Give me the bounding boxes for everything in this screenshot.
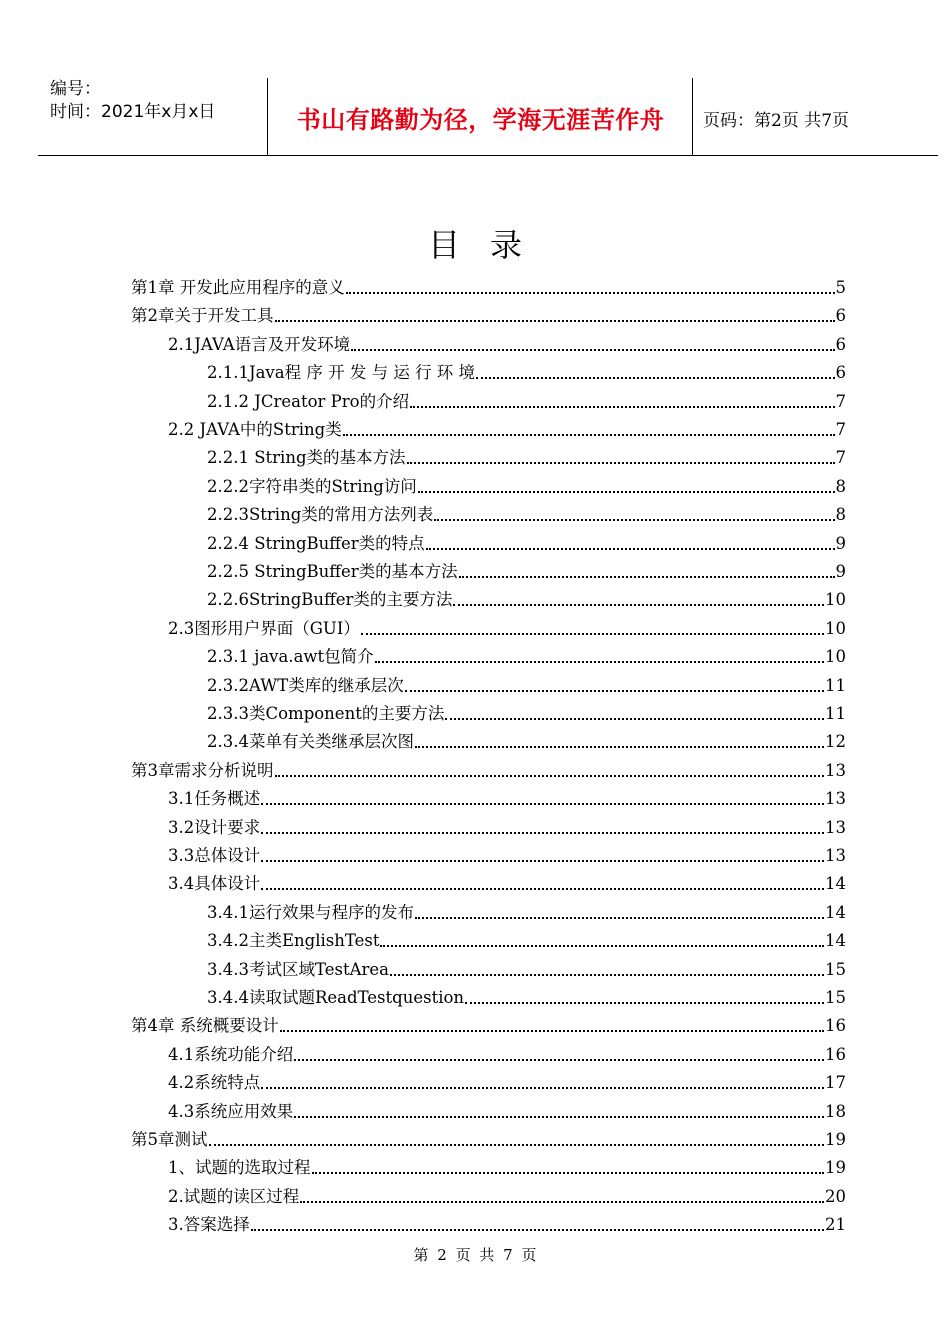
toc-entry[interactable] bbox=[207, 952, 846, 980]
toc-entry-page: 10 bbox=[825, 647, 846, 667]
toc-leader-dots bbox=[418, 491, 835, 493]
header-motto: 书山有路勤为径，学海无涯苦作舟 bbox=[296, 105, 665, 134]
toc-entry[interactable] bbox=[168, 781, 846, 809]
page-header bbox=[38, 78, 938, 156]
toc-entry-page: 8 bbox=[835, 505, 846, 525]
toc-entry-title: 2.3图形用户界面（GUI） bbox=[168, 618, 360, 638]
toc-entry-title: 2.3.3类Component的主要方法 bbox=[207, 704, 445, 723]
document-number-label: 编号： bbox=[50, 79, 101, 99]
toc-entry[interactable] bbox=[168, 412, 846, 440]
toc-entry[interactable] bbox=[168, 1094, 846, 1122]
toc-leader-dots bbox=[280, 1030, 824, 1032]
toc-entry[interactable] bbox=[131, 298, 846, 326]
toc-entry[interactable] bbox=[207, 440, 846, 468]
toc-leader-dots bbox=[434, 519, 834, 521]
toc-entry-title: 2.3.4菜单有关类继承层次图 bbox=[207, 732, 414, 752]
toc-leader-dots bbox=[415, 746, 824, 748]
toc-entry-page: 11 bbox=[825, 704, 846, 723]
toc-leader-dots bbox=[294, 1116, 824, 1118]
toc-entry-page: 19 bbox=[825, 1130, 846, 1149]
toc-entry-title: 3.4.3考试区域TestArea bbox=[207, 959, 389, 979]
toc-entry-page: 13 bbox=[825, 789, 846, 809]
toc-leader-dots bbox=[261, 860, 824, 862]
toc-title: 目录 bbox=[427, 226, 552, 264]
toc-entry[interactable] bbox=[168, 838, 846, 866]
toc-entry-title: 2.1JAVA语言及开发环境 bbox=[168, 334, 351, 354]
toc-entry-title: 第3章需求分析说明 bbox=[131, 760, 274, 780]
toc-entry-page: 17 bbox=[825, 1073, 846, 1093]
toc-entry-title: 3.答案选择 bbox=[168, 1215, 250, 1235]
toc-leader-dots bbox=[351, 349, 834, 351]
toc-leader-dots bbox=[312, 1172, 825, 1174]
toc-entry[interactable] bbox=[207, 469, 846, 497]
toc-leader-dots bbox=[261, 1087, 824, 1089]
toc-entry-title: 3.4.4读取试题ReadTestquestion bbox=[207, 988, 465, 1007]
toc-entry[interactable] bbox=[168, 611, 846, 639]
toc-entry-title: 2.1.1Java程 序 开 发 与 运 行 环 境 bbox=[207, 363, 476, 383]
toc-entry-title: 2.2.4 StringBuffer类的特点 bbox=[207, 533, 425, 553]
toc-entry-title: 4.2系统特点 bbox=[168, 1073, 261, 1093]
toc-leader-dots bbox=[380, 945, 824, 947]
toc-entry-title: 3.3总体设计 bbox=[168, 846, 261, 865]
toc-entry-page: 5 bbox=[835, 278, 846, 297]
toc-entry[interactable] bbox=[207, 526, 846, 554]
toc-entry-page: 11 bbox=[825, 675, 846, 695]
page-footer: 第 2 页 共 7 页 bbox=[413, 1246, 537, 1264]
toc-entry-title: 4.3系统应用效果 bbox=[168, 1101, 294, 1121]
toc-leader-dots bbox=[300, 1201, 824, 1203]
document-time-label: 时间：2021年x月x日 bbox=[50, 102, 216, 122]
toc-entry[interactable] bbox=[207, 384, 846, 412]
toc-entry-page: 14 bbox=[825, 902, 846, 922]
toc-entry[interactable] bbox=[168, 810, 846, 838]
toc-entry-page: 13 bbox=[825, 846, 846, 865]
toc-entry-title: 第4章 系统概要设计 bbox=[131, 1016, 279, 1036]
toc-leader-dots bbox=[261, 803, 824, 805]
toc-entry-page: 14 bbox=[825, 874, 846, 894]
toc-leader-dots bbox=[275, 320, 835, 322]
toc-entry-title: 1、试题的选取过程 bbox=[168, 1158, 311, 1178]
toc-entry-page: 21 bbox=[825, 1215, 846, 1235]
toc-leader-dots bbox=[476, 377, 834, 379]
toc-entry-title: 2.3.2AWT类库的继承层次 bbox=[207, 675, 404, 695]
toc-entry-page: 18 bbox=[825, 1101, 846, 1121]
toc-entry[interactable] bbox=[207, 668, 846, 696]
toc-entry[interactable] bbox=[207, 923, 846, 951]
header-page-info: 页码：第2页 共7页 bbox=[703, 111, 850, 131]
toc-entry-title: 2.试题的读区过程 bbox=[168, 1186, 300, 1206]
toc-entry[interactable] bbox=[131, 270, 846, 298]
toc-entry-title: 4.1系统功能介绍 bbox=[168, 1044, 294, 1064]
header-meta bbox=[50, 78, 265, 124]
toc-entry-title: 2.2.3String类的常用方法列表 bbox=[207, 505, 434, 525]
toc-entry-title: 3.4具体设计 bbox=[168, 874, 261, 894]
toc-entry[interactable] bbox=[131, 753, 846, 781]
toc-entry-page: 15 bbox=[825, 959, 846, 979]
toc-entry-title: 2.2 JAVA中的String类 bbox=[168, 420, 342, 439]
header-divider bbox=[267, 78, 268, 155]
toc-leader-dots bbox=[275, 775, 825, 777]
toc-entry[interactable] bbox=[168, 327, 846, 355]
toc-entry-title: 2.3.1 java.awt包简介 bbox=[207, 647, 374, 667]
toc-leader-dots bbox=[251, 1229, 824, 1231]
toc-entry[interactable] bbox=[207, 639, 846, 667]
toc-leader-dots bbox=[390, 974, 824, 976]
toc-entry-page: 16 bbox=[825, 1016, 846, 1036]
toc-entry-title: 3.1任务概述 bbox=[168, 789, 261, 809]
toc-entry[interactable] bbox=[168, 1150, 846, 1178]
toc-entry-title: 3.2设计要求 bbox=[168, 817, 261, 837]
toc-entry-title: 2.2.1 String类的基本方法 bbox=[207, 448, 406, 468]
toc-entry-page: 13 bbox=[825, 817, 846, 837]
toc-entry-page: 15 bbox=[825, 988, 846, 1007]
toc-entry-page: 7 bbox=[835, 391, 846, 411]
toc-entry-page: 6 bbox=[835, 334, 846, 354]
toc-entry-page: 10 bbox=[825, 590, 846, 610]
toc-leader-dots bbox=[407, 462, 835, 464]
toc-entry-title: 2.2.6StringBuffer类的主要方法 bbox=[207, 590, 453, 610]
toc-entry-page: 8 bbox=[835, 476, 846, 496]
toc-entry-title: 3.4.2主类EnglishTest bbox=[207, 931, 380, 951]
toc-entry[interactable] bbox=[131, 1122, 846, 1150]
toc-entry[interactable] bbox=[207, 355, 846, 383]
toc-entry-page: 10 bbox=[825, 618, 846, 638]
toc-entry-page: 7 bbox=[835, 420, 846, 439]
toc-leader-dots bbox=[459, 576, 835, 578]
toc-entry-page: 12 bbox=[825, 732, 846, 752]
toc-entry-page: 13 bbox=[825, 760, 846, 780]
toc-leader-dots bbox=[405, 690, 824, 692]
toc-entry-page: 19 bbox=[825, 1158, 846, 1178]
toc-leader-dots bbox=[261, 832, 824, 834]
toc-leader-dots bbox=[415, 917, 824, 919]
toc-entry[interactable] bbox=[168, 1037, 846, 1065]
toc-entry-title: 第1章 开发此应用程序的意义 bbox=[131, 278, 345, 297]
toc-entry-page: 6 bbox=[835, 306, 846, 326]
toc-entry[interactable] bbox=[207, 724, 846, 752]
toc-entry[interactable] bbox=[168, 1179, 846, 1207]
toc-leader-dots bbox=[361, 633, 824, 635]
toc-leader-dots bbox=[343, 434, 835, 436]
toc-leader-dots bbox=[426, 548, 835, 550]
toc-leader-dots bbox=[465, 1002, 824, 1004]
toc-entry-page: 9 bbox=[835, 562, 846, 581]
toc-entry[interactable] bbox=[168, 1207, 846, 1235]
toc-leader-dots bbox=[209, 1144, 825, 1146]
toc-entry[interactable] bbox=[207, 554, 846, 582]
toc-entry[interactable] bbox=[207, 895, 846, 923]
toc-entry[interactable] bbox=[207, 497, 846, 525]
toc-entry-title: 第5章测试 bbox=[131, 1130, 208, 1149]
toc-entry[interactable] bbox=[207, 696, 846, 724]
toc-leader-dots bbox=[261, 888, 824, 890]
toc-entry-page: 16 bbox=[825, 1044, 846, 1064]
header-divider bbox=[692, 78, 693, 155]
toc-entry[interactable] bbox=[168, 866, 846, 894]
toc-leader-dots bbox=[410, 406, 834, 408]
toc-entry-title: 2.2.5 StringBuffer类的基本方法 bbox=[207, 562, 458, 581]
toc-entry-title: 2.2.2字符串类的String访问 bbox=[207, 476, 417, 496]
toc-entry-title: 第2章关于开发工具 bbox=[131, 306, 274, 326]
toc-leader-dots bbox=[445, 718, 824, 720]
toc-entry-page: 6 bbox=[835, 363, 846, 383]
toc-entry-title: 2.1.2 JCreator Pro的介绍 bbox=[207, 391, 410, 411]
toc-entry-page: 9 bbox=[835, 533, 846, 553]
toc-entry-title: 3.4.1运行效果与程序的发布 bbox=[207, 902, 414, 922]
toc-entry[interactable] bbox=[207, 582, 846, 610]
toc-entry[interactable] bbox=[207, 980, 846, 1008]
toc-leader-dots bbox=[294, 1059, 824, 1061]
toc-leader-dots bbox=[453, 604, 824, 606]
toc-leader-dots bbox=[346, 292, 835, 294]
toc-leader-dots bbox=[375, 661, 824, 663]
toc-entry-page: 20 bbox=[825, 1186, 846, 1206]
toc-entry[interactable] bbox=[168, 1065, 846, 1093]
toc-entry[interactable] bbox=[131, 1008, 846, 1036]
toc-entry-page: 14 bbox=[825, 931, 846, 951]
toc-entry-page: 7 bbox=[835, 448, 846, 468]
